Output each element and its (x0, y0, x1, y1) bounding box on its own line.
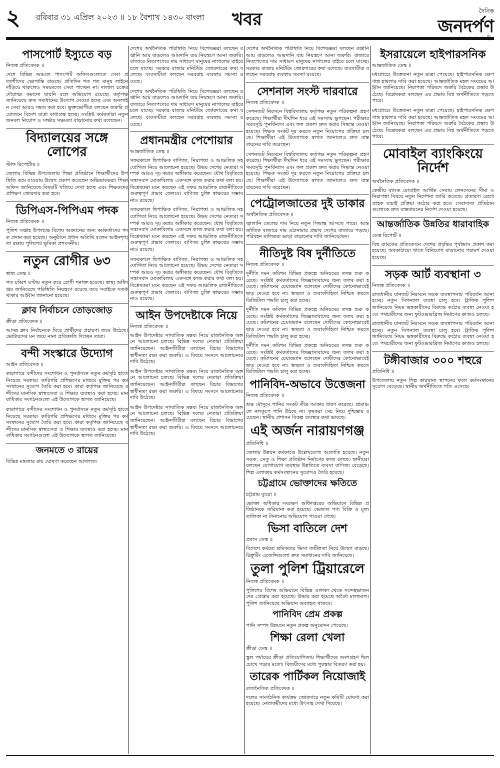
headline: মোবাইল ব্যাংকিংয়ে নির্দেশ (383, 147, 483, 177)
headline: নীতিদুষ্ট বিষ দুর্নীতিতে (259, 247, 356, 261)
divider (130, 306, 243, 307)
divider (6, 201, 128, 202)
byline: ক্রীড়া প্রতিবেদক ॥ (6, 318, 43, 325)
article-body: কারাগারে বন্দীদের সংশোধন ও পুনর্বাসনে নতুন কর্মসূচি হাতে নিয়েছে সরকার। কারিগরি প্রশিক্ষণের মাধ্যমে মুক্তির পর কর্মসংস্থানের সুযোগ তৈরি করা হবে। কারা কর্তৃপক্ষ জানিয়েছে বন্দীদের মানসিক স্বাস্থ্যসেবা ও শিক্ষার ব্যবস্থাও করা হচ্ছে। মানবাধিকার সংগঠনগুলো এই উদ্যোগকে স্বাগত জানিয়েছে। (6, 370, 128, 404)
divider (246, 82, 369, 83)
article (372, 49, 494, 141)
headline: আইন উপদেষ্টাকে নিয়ে (135, 308, 238, 322)
divider (6, 128, 128, 129)
divider (372, 217, 494, 218)
article-body: ভোক্তা অধিকার সংরক্ষণ অধিদপ্তরের অভিযানে বিভিন্ন প্রতিষ্ঠানকে জরিমানা করা হয়েছে। ভেজাল পণ্য বিক্রি ও মূল্য তালিকা না টানানোর অভিযোগ পাওয়া গেছে। (246, 500, 369, 520)
article (246, 198, 369, 241)
article-body: বিভিন্ন মামলার রায় ঘোষণা করেছেন আদালত। (6, 458, 98, 465)
headline: বিদ্যালয়ের সঙ্গে লোপের (25, 130, 108, 161)
masthead (6, 6, 494, 36)
article-body: মধ্যপ্রাচ্যে উত্তেজনা নতুন মাত্রা পেয়েছে। হাইপারসনিক ক্ষেপণাস্ত্র হামলার দাবি করা হয়েছে। আন্তর্জাতিক মহল সংযমের আহ্বান জানিয়েছে। নিরাপত্তা পরিষদে জরুরি বৈঠকের প্রস্তাব উঠেছে। বিশ্লেষকরা বলছেন এর প্রভাব বিশ্ব অর্থনীতিতে পড়তে পারে। (372, 108, 494, 141)
byline: রাজনৈতিক প্রতিবেদক ॥ (246, 685, 295, 692)
divider (6, 303, 128, 304)
headline: ইসরায়েলে হাইপারসনিক (380, 48, 486, 61)
article-body: আইন উপদেষ্টার সাম্প্রতিক মন্তব্য নিয়ে রাজনৈতিক অঙ্গনে আলোচনা চলছে। বিভিন্ন দলের নেতারা প্রতিক্রিয়া জানিয়েছেন। আইনজীবীরা বলছেন বিচার বিভাগের স্বাধীনতা রক্ষা করা জরুরি। এ বিষয়ে সংসদে আলোচনার দাবি উঠেছে। (130, 332, 243, 366)
article-body: সেশনজট নিরসনে বিশ্ববিদ্যালয় কর্তৃপক্ষ নতুন পরিকল্পনা গ্রহণ করেছে। শিক্ষার্থীরা দীর্ঘদিন ধরে এই সমস্যায় ভুগছেন। পরীক্ষার সময়সূচি পুনর্বিন্যাস এবং ফল প্রকাশ দ্রুত করার সিদ্ধান্ত নেওয়া হয়েছে। শিক্ষক সংকট দূর করতে নতুন নিয়োগের প্রক্রিয়া চলছে। শিক্ষার্থীরা এই উদ্যোগকে স্বাগত জানালেও দ্রুত বাস্তবায়নের দাবি করেছেন। (246, 151, 369, 191)
divider (6, 251, 128, 252)
article-body: রাজধানীর যানজট নিরসনে সড়ক ব্যবস্থাপনায় পরিবর্তন আনা হচ্ছে। নতুন সিগন্যাল ব্যবস্থা চালু হবে। ট্রাফিক পুলিশ জানিয়েছে নিয়ম ভঙ্গকারীদের বিরুদ্ধে কঠোর ব্যবস্থা নেওয়া হবে। পথচারীদের জন্য ফুটওভারব্রিজ নির্মাণের কাজও চলছে। (372, 291, 494, 318)
article-body: বিদেশে কর্মরত শ্রমিকদের ভিসা জটিলতা নিয়ে উদ্বেগ বাড়ছে। রিক্রুটিং এজেন্সিগুলো দ্রুত সমাধানের দাবি জানিয়েছে। (246, 546, 369, 559)
column-divider (128, 46, 129, 754)
byline: নিজস্ব প্রতিবেদক ॥ (6, 63, 44, 70)
article-body: বিশ্ব ব্যাংকের প্রতিবেদনে দেশের প্রবৃদ্ধির পূর্বাভাস প্রকাশ করা হয়েছে। অবকাঠামো খাতে বিনিয়োগ বাড়ানোর পরামর্শ দেওয়া হয়েছে। (372, 241, 494, 262)
byline: নিজস্ব প্রতিবেদক ॥ (246, 100, 284, 107)
byline: প্রতিনিধি ॥ (372, 368, 394, 375)
byline: ক্রীড়া ডেস্ক ॥ (246, 646, 272, 653)
article-body: দেশে বিভিন্ন অঞ্চলে পাসপোর্ট অফিসগুলোতে সেবা প্রত্যাশীদের ভোগান্তি বাড়ছে। প্রতিদিন শত শত মানুষ লাইনে দাঁড়িয়ে থাকলেও সময়মতো সেবা পাচ্ছেন না। দালাল চক্রের দৌরাত্ম্য কমানো যায়নি বলে অভিযোগ রয়েছে। কর্তৃপক্ষ জানিয়েছে দ্রুত সমাধানের উদ্যোগ নেওয়া হচ্ছে এবং অনলাইন সেবা আরও সহজ করা হবে। ভুক্তভোগীরা বলছেন জরুরি প্রয়োজনে বিদেশ যাত্রা বাধাগ্রস্ত হচ্ছে। সংশ্লিষ্ট কর্মকর্তারা নতুন জনবল নিয়োগ ও সার্ভার সক্ষমতা বাড়ানোর কথা বলেছেন। (6, 72, 128, 125)
article (246, 425, 369, 477)
article (372, 355, 494, 391)
article-body: গত চব্বিশ ঘণ্টায় নতুন করে রোগী শনাক্ত হয়েছে। স্বাস্থ্য অধিদপ্তর জানিয়েছে পরিস্থিতি নিয়ন্ত্রণে রয়েছে তবে সবাইকে সতর্ক থাকার আহ্বান জানানো হয়েছে। (6, 279, 128, 300)
article-body: উপজেলায় নতুন শিল্প কারখানা স্থাপনের ফলে কর্মসংস্থানের সুযোগ বেড়েছে। স্থানীয় অর্থনীতিতে গতি এসেছে। (372, 377, 494, 391)
headline: সেশনাল সংস্ট দারবারে (257, 84, 358, 98)
byline: স্বাস্থ্য ডেস্ক ॥ (6, 270, 31, 277)
headline: এই অর্জন নারায়ণগঞ্জ (250, 423, 365, 439)
byline: নিজস্ব প্রতিবেদক ॥ (246, 262, 284, 269)
headline: বন্দী সংস্কারে উদ্যোগ (21, 346, 113, 360)
article (6, 348, 128, 440)
byline: অর্থনৈতিক প্রতিবেদক ॥ (246, 212, 294, 219)
byline: প্রতিনিধি ॥ (246, 441, 268, 448)
headline: পেট্রোলজাতের দুই ডাকার (250, 197, 365, 211)
article (372, 148, 494, 214)
article-body: জ্বালানি তেলের দাম নিয়ে নতুন সিদ্ধান্ত আসতে পারে। আন্তর্জাতিক বাজারে দাম ওঠানামার প্রভাব দেশের বাজারে পড়ছে। পরিবহন মালিকরা ভাড়া বাড়ানোর দাবি জানিয়েছেন। (246, 221, 369, 241)
article (246, 86, 369, 191)
article-body: জেলায় উন্নয়ন কর্মকাণ্ডে উল্লেখযোগ্য অগ্রগতি হয়েছে। নতুন সড়ক, সেতু ও শিক্ষা প্রতিষ্ঠান নির্মাণের কাজ চলছে। স্থানীয়রা বলছেন যোগাযোগ ব্যবস্থার উন্নতিতে ব্যবসা বাণিজ্য বেড়েছে। শিল্প এলাকায় কর্মসংস্থানের সুযোগও তৈরি হয়েছে। (246, 450, 369, 477)
headline: ভিসা বাতিলে দেশ (267, 522, 348, 536)
divider (6, 443, 128, 444)
headline: তুলা পুলিশ ট্রিয়ারেলে (250, 561, 365, 577)
divider (6, 344, 128, 345)
headline: চট্টগ্রামে ভোক্তাদের ক্ষতিতে (257, 478, 358, 489)
article (6, 255, 128, 300)
byline: নিজস্ব প্রতিবেদক ॥ (130, 323, 168, 330)
divider (372, 144, 494, 145)
headline: টঙ্গীবাজার ৩০০ শহুরে (384, 353, 482, 367)
divider (372, 351, 494, 352)
article (246, 611, 369, 629)
headline: পাসপোর্ট ইস্যুতে বড় (22, 48, 112, 61)
article-body: দলের সাংগঠনিক কার্যক্রম জোরদারে নতুন কমিটি ঘোষণা করা হয়েছে। নেতাকর্মীদের মধ্যে উৎসাহ দেখা দিয়েছে। (246, 694, 369, 708)
headline: আন্তর্জাতিক উন্নতির ধারাবাহিক (376, 220, 490, 230)
page-number: ২ (6, 6, 21, 31)
article-body: দুর্নীতি দমন কমিশন বিভিন্ন প্রকল্পে অনিয়মের তদন্ত শুরু করেছে। সংশ্লিষ্ট কর্মকর্তাদের জিজ্ঞাসাবাদের জন্য তলব করা হয়েছে। কমিশনের চেয়ারম্যান বলেছেন দোষীদের কোনোভাবেই ছাড় দেওয়া হবে না। স্বচ্ছতা ও জবাবদিহিতা নিশ্চিত করতে ডিজিটাল পদ্ধতি চালু করা হচ্ছে। (246, 343, 369, 376)
article (246, 523, 369, 559)
headline: নতুন রোগীর ৬৩ (23, 253, 111, 269)
article-body: দেশের অর্থনৈতিক পরিস্থিতি নিয়ে বিশেষজ্ঞরা বলছেন রপ্তানি আয় বাড়লেও আমদানি ব্যয় নিয়ন্ত্রণে আনা জরুরি। বাজারে নিত্যপণ্যের দাম সাধারণ মানুষের নাগালের বাইরে চলে যাচ্ছে। সরকার বাজার মনিটরিং জোরদারের কথা বলেছে। ব্যবসায়ীরা বলছেন সরবরাহ ব্যবস্থায় সমস্যা রয়েছে। (130, 88, 243, 128)
article-body: সফরকালে দ্বিপাক্ষিক বাণিজ্য, নিরাপত্তা ও আঞ্চলিক সহযোগিতা নিয়ে আলোচনা হয়েছে। উভয় দেশের নেতারা সম্পর্ক আরও দৃঢ় করার অঙ্গীকার করেছেন। যৌথ বিবৃতিতে সন্ত্রাসবাদ মোকাবিলায় একসঙ্গে কাজ করার কথা বলা হয়। বিশ্লেষকরা মনে করছেন এই সফর আঞ্চলিক রাজনীতিতে গুরুত্বপূর্ণ প্রভাব ফেলবে। বাণিজ্য চুক্তি স্বাক্ষরের সম্ভাবনাও রয়েছে। (130, 256, 243, 303)
newspaper-logo (402, 6, 494, 36)
byline: স্টাফ রিপোর্টার ॥ (6, 162, 40, 169)
article (6, 49, 128, 125)
article (372, 221, 494, 262)
article-body: পুলিশ সপ্তাহ উপলক্ষে বিশেষ অবদানের জন্য কর্মকর্তাদের পদক প্রদান করা হয়েছে। অনুষ্ঠানে প্রধান অতিথি বলেন আইনশৃঙ্খলা রক্ষায় পুলিশের ভূমিকা প্রশংসনীয়। (6, 227, 128, 248)
column-divider (370, 46, 371, 754)
logo-name: জনদর্পণ (437, 17, 494, 37)
article-body: সেশনজট নিরসনে বিশ্ববিদ্যালয় কর্তৃপক্ষ নতুন পরিকল্পনা গ্রহণ করেছে। শিক্ষার্থীরা দীর্ঘদিন ধরে এই সমস্যায় ভুগছেন। পরীক্ষার সময়সূচি পুনর্বিন্যাস এবং ফল প্রকাশ দ্রুত করার সিদ্ধান্ত নেওয়া হয়েছে। শিক্ষক সংকট দূর করতে নতুন নিয়োগের প্রক্রিয়া চলছে। শিক্ষার্থীরা এই উদ্যোগকে স্বাগত জানালেও দ্রুত বাস্তবায়নের দাবি করেছেন। (246, 109, 369, 149)
article (246, 248, 369, 376)
byline: চট্টগ্রাম ব্যুরো ॥ (246, 491, 277, 498)
dateline: রবিবার ৩১ এপ্রিল ২০২৩ ॥ ১৮ বৈশাখ ১৪৩০ বাংলা (36, 13, 205, 22)
article-body: কেন্দ্রীয় ব্যাংক মোবাইল আর্থিক সেবায় লেনদেনের সীমা ও নিরাপত্তা বিষয়ে নতুন নির্দেশনা জারি করেছে। প্রতারণা রোধে গ্রাহক যাচাই প্রক্রিয়া কঠোর করা হবে। সেবাদাতা প্রতিষ্ঠানগুলোকে দ্রুত বাস্তবায়নের নির্দেশ দেওয়া হয়েছে। (372, 187, 494, 214)
article (246, 379, 369, 422)
column-divider (244, 46, 245, 754)
article-body: কারাগারে বন্দীদের সংশোধন ও পুনর্বাসনে নতুন কর্মসূচি হাতে নিয়েছে সরকার। কারিগরি প্রশিক্ষণের মাধ্যমে মুক্তির পর কর্মসংস্থানের সুযোগ তৈরি করা হবে। কারা কর্তৃপক্ষ জানিয়েছে বন্দীদের মানসিক স্বাস্থ্যসেবা ও শিক্ষার ব্যবস্থাও করা হচ্ছে। মানবাধিকার সংগঠনগুলো এই উদ্যোগকে স্বাগত জানিয়েছে। (6, 406, 128, 440)
byline: নিজস্ব প্রতিবেদক ॥ (246, 393, 284, 400)
article (130, 135, 243, 303)
headline: প্রধানমন্ত্রীর পেশোয়ার (140, 134, 233, 148)
headline: ক্লাব নির্বাচনে তোড়জোড় (21, 305, 113, 316)
article-body: দেশের অর্থনৈতিক পরিস্থিতি নিয়ে বিশেষজ্ঞরা বলছেন রপ্তানি আয় বাড়লেও আমদানি ব্যয় নিয়ন্ত্রণে আনা জরুরি। বাজারে নিত্যপণ্যের দাম সাধারণ মানুষের নাগালের বাইরে চলে যাচ্ছে। সরকার বাজার মনিটরিং জোরদারের কথা বলেছে। ব্যবসায়ীরা বলছেন সরবরাহ ব্যবস্থায় সমস্যা রয়েছে। (246, 46, 369, 79)
article-body: পুলিশের বিশেষ অভিযানে বিভিন্ন এলাকা থেকে সন্দেহভাজনদের গ্রেপ্তার করা হয়েছে। উদ্ধার করা হয়েছে অবৈধ মালামাল। পুলিশ জানিয়েছে অভিযান অব্যাহত থাকবে। (246, 587, 369, 608)
headline: সড়ক আর্ট ব্যবস্থানা ৩ (385, 267, 481, 281)
byline: আন্তর্জাতিক ডেস্ক ॥ (130, 149, 170, 156)
byline: অর্থনৈতিক প্রতিবেদক ॥ (372, 178, 420, 185)
newspaper-page (6, 6, 494, 762)
article (246, 480, 369, 521)
article-body: শুষ্ক মৌসুমে পানির সংকট তীব্র আকার ধারণ করেছে। গ্রামাঞ্চলে নলকূপে পানি উঠছে না। কৃষকরা সেচ নিয়ে দুশ্চিন্তায় রয়েছেন। স্থানীয় প্রশাসন বিকল্প ব্যবস্থার কথা ভাবছে। (246, 402, 369, 422)
byline: প্রবাস ডেস্ক ॥ (246, 537, 273, 544)
article-body: জেলার বিভিন্ন উপজেলায় শিক্ষা প্রতিষ্ঠানে শিক্ষার্থীদের উপস্থিতি কমে যাওয়ায় উদ্বেগ প্রকাশ করেছেন অভিভাবকরা। শিক্ষা অফিস জানিয়েছে বিষয়টি খতিয়ে দেখা হচ্ছে এবং শিক্ষকদের প্রশিক্ষণ জোরদার করা হবে। (6, 171, 128, 198)
divider (372, 265, 494, 266)
article (6, 307, 128, 341)
article (246, 563, 369, 608)
headline: শিক্ষা রেলা খেলা (270, 631, 345, 645)
headline: ডিপিএস-পিপিএম পদক (15, 203, 119, 217)
article-body: দুর্নীতি দমন কমিশন বিভিন্ন প্রকল্পে অনিয়মের তদন্ত শুরু করেছে। সংশ্লিষ্ট কর্মকর্তাদের জিজ্ঞাসাবাদের জন্য তলব করা হয়েছে। কমিশনের চেয়ারম্যান বলেছেন দোষীদের কোনোভাবেই ছাড় দেওয়া হবে না। স্বচ্ছতা ও জবাবদিহিতা নিশ্চিত করতে ডিজিটাল পদ্ধতি চালু করা হচ্ছে। (246, 271, 369, 304)
page-footer-rule (6, 755, 494, 762)
headline: পানিবিদ প্রেম প্রকল্প (272, 609, 343, 620)
article (6, 205, 128, 248)
byline: আইন প্রতিবেদক ॥ (6, 361, 44, 368)
masthead-rule (6, 37, 494, 40)
logo-top: দৈনিক (478, 8, 494, 15)
article-body: স্কুল পর্যায়ের ক্রীড়া প্রতিযোগিতায় শিক্ষার্থীদের অংশগ্রহণ ছিল চোখে পড়ার মতো। বিজয়ীদের মধ্যে পুরস্কার বিতরণ করা হয়। (246, 655, 369, 668)
article (372, 269, 494, 348)
headline: তারেক পার্টিকল নিয়োজাই (249, 670, 366, 684)
article-body: পানি সম্পদ উন্নয়নে নতুন প্রকল্প অনুমোদন পেয়েছে। (246, 622, 349, 629)
headline: পানিবিদ-অভাবে উত্তেজনা (249, 378, 366, 392)
headline: জনমতে ৩ রায়ের (35, 445, 99, 456)
article-body: সফরকালে দ্বিপাক্ষিক বাণিজ্য, নিরাপত্তা ও আঞ্চলিক সহযোগিতা নিয়ে আলোচনা হয়েছে। উভয় দেশের নেতারা সম্পর্ক আরও দৃঢ় করার অঙ্গীকার করেছেন। যৌথ বিবৃতিতে সন্ত্রাসবাদ মোকাবিলায় একসঙ্গে কাজ করার কথা বলা হয়। বিশ্লেষকরা মনে করছেন এই সফর আঞ্চলিক রাজনীতিতে গুরুত্বপূর্ণ প্রভাব ফেলবে। বাণিজ্য চুক্তি স্বাক্ষরের সম্ভাবনাও রয়েছে। (130, 207, 243, 253)
article (246, 632, 369, 668)
byline: আন্তর্জাতিক ডেস্ক ॥ (372, 63, 412, 70)
divider (246, 244, 369, 245)
article-body: মধ্যপ্রাচ্যে উত্তেজনা নতুন মাত্রা পেয়েছে। হাইপারসনিক ক্ষেপণাস্ত্র হামলার দাবি করা হয়েছে। আন্তর্জাতিক মহল সংযমের আহ্বান জানিয়েছে। নিরাপত্তা পরিষদে জরুরি বৈঠকের প্রস্তাব উঠেছে। বিশ্লেষকরা বলছেন এর প্রভাব বিশ্ব অর্থনীতিতে পড়তে পারে। (372, 72, 494, 105)
article-body: আসন্ন ক্লাব নির্বাচনকে ঘিরে প্রার্থীদের প্রচারণা জমে উঠেছে। ভোটারদের মন জয়ে নানা প্রতিশ্রুতি দিচ্ছেন তারা। (6, 327, 128, 341)
article-body: দেশের অর্থনৈতিক পরিস্থিতি নিয়ে বিশেষজ্ঞরা বলছেন রপ্তানি আয় বাড়লেও আমদানি ব্যয় নিয়ন্ত্রণে আনা জরুরি। বাজারে নিত্যপণ্যের দাম সাধারণ মানুষের নাগালের বাইরে চলে যাচ্ছে। সরকার বাজার মনিটরিং জোরদারের কথা বলেছে। ব্যবসায়ীরা বলছেন সরবরাহ ব্যবস্থায় সমস্যা রয়েছে। (130, 46, 243, 85)
byline: ডেস্ক রিপোর্ট ॥ (372, 232, 402, 239)
article (6, 447, 128, 465)
article-body: রাজধানীর যানজট নিরসনে সড়ক ব্যবস্থাপনায় পরিবর্তন আনা হচ্ছে। নতুন সিগন্যাল ব্যবস্থা চালু হবে। ট্রাফিক পুলিশ জানিয়েছে নিয়ম ভঙ্গকারীদের বিরুদ্ধে কঠোর ব্যবস্থা নেওয়া হবে। পথচারীদের জন্য ফুটওভারব্রিজ নির্মাণের কাজও চলছে। (372, 321, 494, 347)
column-1 (6, 46, 128, 754)
column-3 (246, 46, 369, 754)
byline: নিজস্ব প্রতিবেদক ॥ (6, 218, 44, 225)
divider (130, 131, 243, 132)
divider (246, 194, 369, 195)
article (6, 132, 128, 198)
column-2 (130, 46, 243, 754)
column-5 (372, 46, 494, 754)
byline: নিজস্ব প্রতিবেদক ॥ (372, 282, 410, 289)
byline: নিজস্ব প্রতিবেদক ॥ (246, 578, 284, 585)
article-body: আইন উপদেষ্টার সাম্প্রতিক মন্তব্য নিয়ে রাজনৈতিক অঙ্গনে আলোচনা চলছে। বিভিন্ন দলের নেতারা প্রতিক্রিয়া জানিয়েছেন। আইনজীবীরা বলছেন বিচার বিভাগের স্বাধীনতা রক্ষা করা জরুরি। এ বিষয়ে সংসদে আলোচনার দাবি উঠেছে। (130, 404, 243, 438)
section-title: খবর (232, 10, 262, 30)
article-body: দুর্নীতি দমন কমিশন বিভিন্ন প্রকল্পে অনিয়মের তদন্ত শুরু করেছে। সংশ্লিষ্ট কর্মকর্তাদের জিজ্ঞাসাবাদের জন্য তলব করা হয়েছে। কমিশনের চেয়ারম্যান বলেছেন দোষীদের কোনোভাবেই ছাড় দেওয়া হবে না। স্বচ্ছতা ও জবাবদিহিতা নিশ্চিত করতে ডিজিটাল পদ্ধতি চালু করা হচ্ছে। (246, 307, 369, 340)
article (246, 671, 369, 707)
article (130, 310, 243, 438)
article-body: আইন উপদেষ্টার সাম্প্রতিক মন্তব্য নিয়ে রাজনৈতিক অঙ্গনে আলোচনা চলছে। বিভিন্ন দলের নেতারা প্রতিক্রিয়া জানিয়েছেন। আইনজীবীরা বলছেন বিচার বিভাগের স্বাধীনতা রক্ষা করা জরুরি। এ বিষয়ে সংসদে আলোচনার দাবি উঠেছে। (130, 368, 243, 402)
article-body: সফরকালে দ্বিপাক্ষিক বাণিজ্য, নিরাপত্তা ও আঞ্চলিক সহযোগিতা নিয়ে আলোচনা হয়েছে। উভয় দেশের নেতারা সম্পর্ক আরও দৃঢ় করার অঙ্গীকার করেছেন। যৌথ বিবৃতিতে সন্ত্রাসবাদ মোকাবিলায় একসঙ্গে কাজ করার কথা বলা হয়। বিশ্লেষকরা মনে করছেন এই সফর আঞ্চলিক রাজনীতিতে গুরুত্বপূর্ণ প্রভাব ফেলবে। বাণিজ্য চুক্তি স্বাক্ষরের সম্ভাবনাও রয়েছে। (130, 158, 243, 204)
